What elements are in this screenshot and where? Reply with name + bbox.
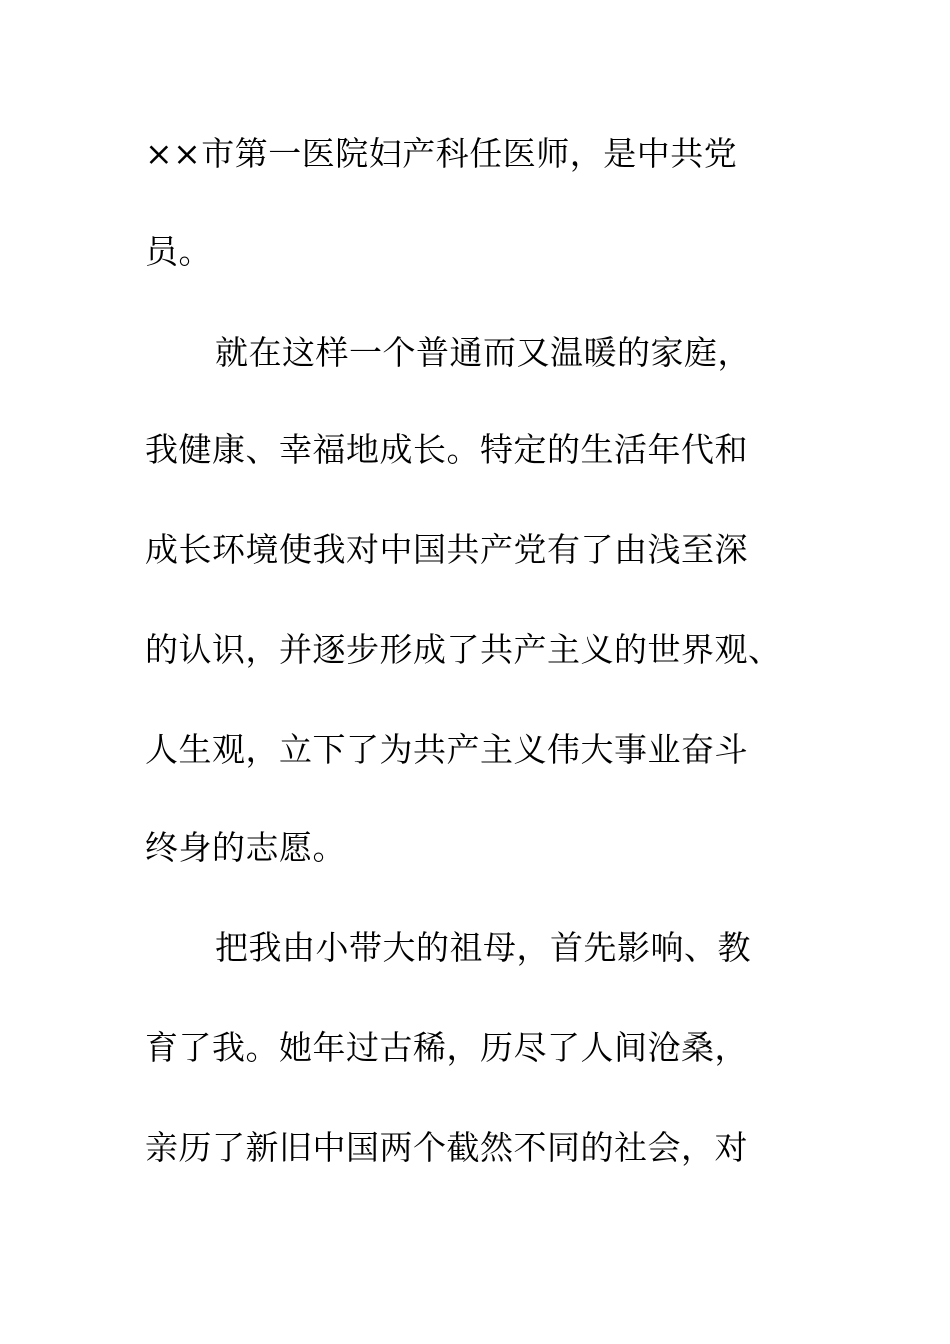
text-line: 我健康、幸福地成长。特定的生活年代和 xyxy=(145,430,748,469)
text-line: 育了我。她年过古稀，历尽了人间沧桑， xyxy=(145,1028,748,1067)
text-line: 亲历了新旧中国两个截然不同的社会，对 xyxy=(145,1128,748,1167)
text-line: 员。 xyxy=(145,232,212,271)
text-line: 的认识，并逐步形成了共产主义的世界观、 xyxy=(145,630,782,669)
text-line: 人生观，立下了为共产主义伟大事业奋斗 xyxy=(145,730,748,769)
text-line: ××市第一医院妇产科任医师，是中共党 xyxy=(145,134,738,173)
text-line: 成长环境使我对中国共产党有了由浅至深 xyxy=(145,530,748,569)
paragraph-first-line: 把我由小带大的祖母，首先影响、教 xyxy=(215,928,751,967)
paragraph-first-line: 就在这样一个普通而又温暖的家庭， xyxy=(215,333,751,372)
text-line: 终身的志愿。 xyxy=(145,828,346,867)
